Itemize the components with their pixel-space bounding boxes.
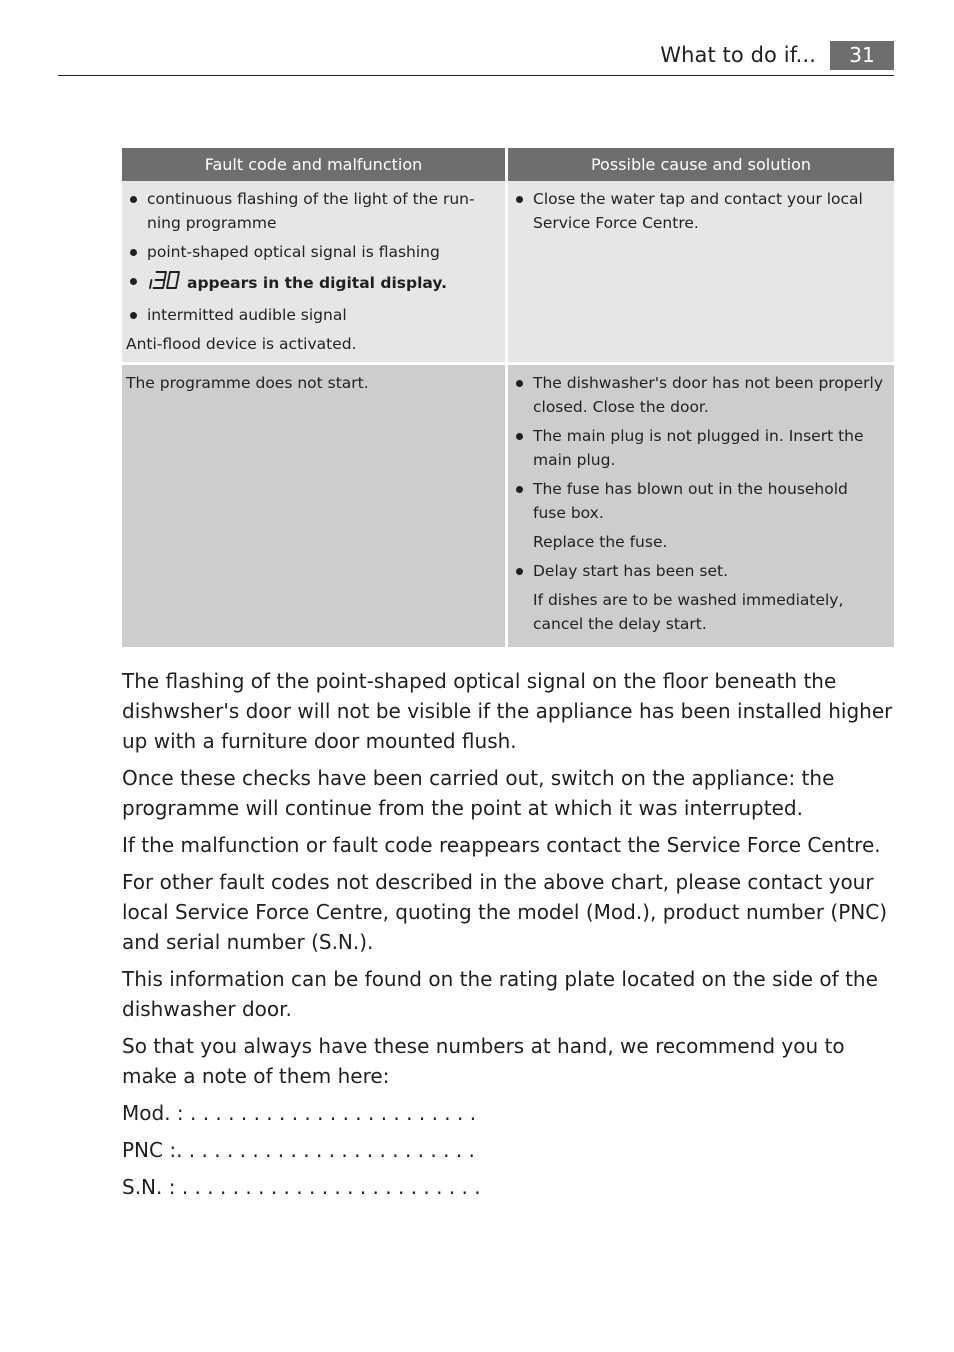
list-item: The main plug is not plugged in. Insert the main plug.: [512, 424, 884, 472]
list-item: intermitted audible signal: [126, 303, 495, 327]
segment-display-i30-icon: [147, 269, 181, 298]
list-item: Close the water tap and contact your local Service Force Centre.: [512, 187, 884, 235]
table-row: [122, 365, 894, 647]
fuse-note: Replace the fuse.: [533, 533, 668, 551]
solution-cell: [508, 181, 894, 365]
paragraph: For other fault codes not described in the above chart, please contact your local Service Force Centre, quoting the model (Mod.), product number (PNC) and serial number (S.N.).: [122, 870, 887, 954]
column-header-fault: Fault code and malfunction: [122, 148, 508, 181]
header-divider: [58, 75, 894, 76]
table-row: [122, 181, 894, 365]
display-code-text: appears in the digital display.: [187, 274, 447, 292]
fault-cell: [122, 181, 508, 365]
paragraph: Once these checks have been carried out, switch on the appliance: the programme will continue from the point at which it was interrupted.: [122, 766, 835, 820]
list-item: Delay start has been set.: [512, 559, 884, 583]
page-number: 31: [830, 41, 894, 70]
fault-note: Anti-flood device is activated.: [126, 335, 357, 353]
list-item: continuous flashing of the light of the run-ning programme: [126, 187, 495, 235]
solution-list: [512, 371, 884, 525]
product-number-line: PNC :. . . . . . . . . . . . . . . . . . . . . . . .: [122, 1138, 475, 1162]
solution-list: [512, 187, 884, 235]
paragraph: So that you always have these numbers at hand, we recommend you to make a note of them here:: [122, 1034, 845, 1088]
list-item: [126, 269, 495, 298]
section-title: What to do if...: [660, 43, 816, 67]
table-header-row: [122, 148, 894, 181]
model-number-line: Mod. : . . . . . . . . . . . . . . . . . . . . . . .: [122, 1101, 477, 1125]
paragraph: This information can be found on the rating plate located on the side of the dishwasher door.: [122, 967, 878, 1021]
fault-list: [126, 187, 495, 327]
serial-number-line: S.N. : . . . . . . . . . . . . . . . . . . . . . . . .: [122, 1175, 481, 1199]
list-item: point-shaped optical signal is flashing: [126, 240, 495, 264]
fault-table: [122, 148, 894, 647]
solution-list: [512, 559, 884, 583]
delay-note: If dishes are to be washed immediately, cancel the delay start.: [533, 591, 844, 633]
column-header-solution: Possible cause and solution: [508, 148, 894, 181]
fault-text: The programme does not start.: [126, 374, 369, 392]
paragraph: If the malfunction or fault code reappears contact the Service Force Centre.: [122, 833, 881, 857]
list-item: The fuse has blown out in the household fuse box.: [512, 477, 884, 525]
paragraph: The flashing of the point-shaped optical signal on the floor beneath the dishwsher's door will not be visible if the appliance has been installed higher up with a furniture door mounted flush.: [122, 669, 893, 753]
body-text: [122, 666, 898, 1209]
solution-cell: [508, 365, 894, 647]
fault-cell: [122, 365, 508, 647]
list-item: The dishwasher's door has not been properly closed. Close the door.: [512, 371, 884, 419]
